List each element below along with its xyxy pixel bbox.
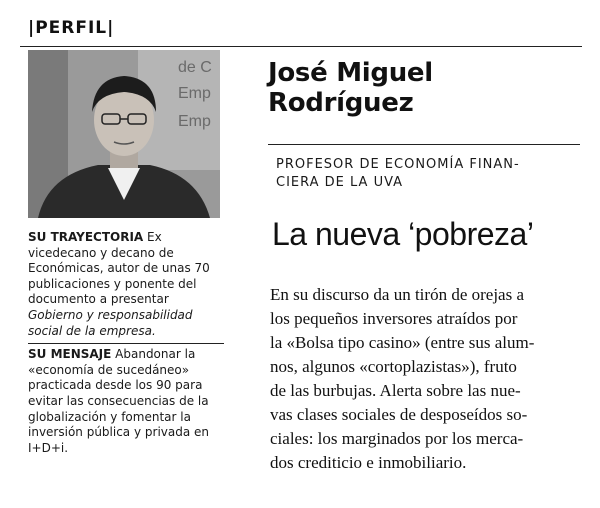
body-line: ciales: los marginados por los merca- bbox=[270, 429, 524, 448]
name-line-last: Rodríguez bbox=[268, 88, 414, 118]
sidebar bbox=[28, 230, 224, 456]
mensaje-label: SU MENSAJE bbox=[28, 347, 112, 362]
role-line: CIERA DE LA UVA bbox=[276, 175, 404, 190]
article-body bbox=[270, 283, 588, 475]
role-line: PROFESOR DE ECONOMÍA FINAN- bbox=[276, 157, 520, 172]
mensaje-paragraph bbox=[28, 347, 224, 456]
portrait-photo bbox=[28, 50, 220, 218]
name-line-first: José Miguel bbox=[268, 58, 433, 88]
trayectoria-label: SU TRAYECTORIA bbox=[28, 230, 144, 244]
body-line: nos, algunos «cortoplazistas»), fruto bbox=[270, 357, 517, 376]
profile-name bbox=[268, 58, 433, 118]
article-headline: La nueva ‘pobreza’ bbox=[272, 216, 534, 252]
svg-text:Emp: Emp bbox=[178, 113, 211, 130]
trayectoria-italic: Gobierno y responsabilidad social de la empresa. bbox=[28, 307, 193, 338]
body-line: vas clases sociales de desposeídos so- bbox=[270, 405, 528, 424]
sidebar-divider bbox=[28, 343, 224, 344]
profile-role bbox=[276, 156, 576, 192]
trayectoria-text: Ex vicedecano y decano de Económicas, autor de unas 70 publicaciones y ponente del documento a presentar bbox=[28, 230, 210, 307]
name-divider bbox=[268, 144, 580, 145]
body-line: dos crediticio e inmobiliario. bbox=[270, 453, 467, 472]
top-divider bbox=[20, 46, 582, 47]
mensaje-text: Abandonar la «economía de sucedáneo» practicada desde los 90 para evitar las consecuencias de la globalización y fomentar la inversión pública y privada en I+D+i. bbox=[28, 347, 210, 455]
trayectoria-paragraph bbox=[28, 230, 224, 339]
section-label: |PERFIL| bbox=[28, 18, 115, 38]
body-line: la «Bolsa tipo casino» (entre sus alum- bbox=[270, 333, 535, 352]
svg-text:Emp: Emp bbox=[178, 85, 211, 102]
body-line: los pequeños inversores atraídos por bbox=[270, 309, 518, 328]
body-line: En su discurso da un tirón de orejas a bbox=[270, 285, 524, 304]
body-line: de las burbujas. Alerta sobre las nue- bbox=[270, 381, 521, 400]
svg-text:de C: de C bbox=[178, 59, 212, 76]
